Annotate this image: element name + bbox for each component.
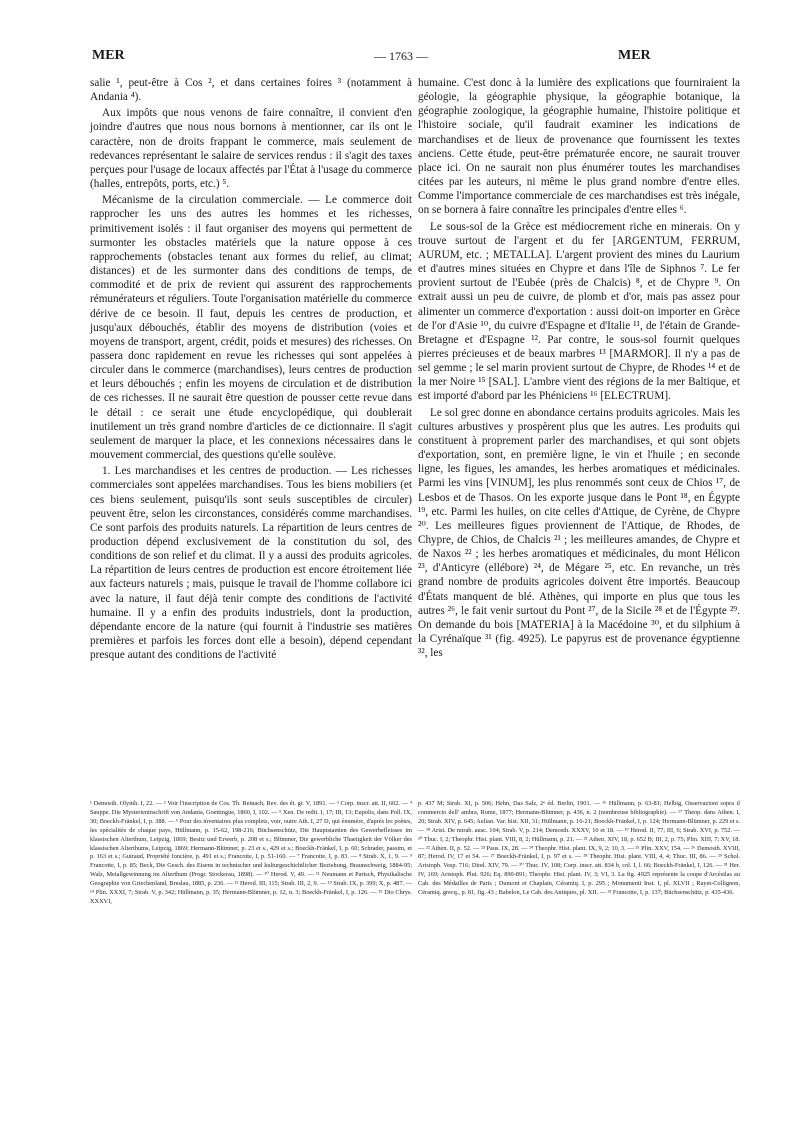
- paragraph: Le sol grec donne en abondance certains produits agricoles. Mais les cultures arbustives y prospèrent plus que les autres. Les produits qui constituent à proprement parler des marchandises, et qui sont objets d'exportation, sont, en première ligne, le vin et l'huile ; en seconde ligne, les figues, les amandes, les herbes aromatiques et médicinales. Parmi les vins [VINUM], les plus renommés sont ceux de Chios ¹⁷, de Lesbos et de Thasos. On les exporte jusque dans le Pont ¹⁸, en Égypte ¹⁹, etc. Parmi les huiles, on cite celles d'Attique, de Cyrène, de Chypre ²⁰. Les meilleures figues proviennent de l'Attique, de Rhodes, de Chypre, de Chios, de Chalcis ²¹ ; les meilleures amandes, de Chypre et de Naxos ²² ; les herbes aromatiques et médicinales, du mont Hélicon ²³, d'Anticyre (ellébore) ²⁴, de Mégare ²⁵, etc. En revanche, un très grand nombre de produits agricoles doivent être importés. Beaucoup d'États manquent de blé. Athènes, qui importe en plus que tous les autres ²⁶, le fait venir surtout du Pont ²⁷, de la Sicile ²⁸ et de l'Égypte ²⁹. On demande du bois [MATERIA] à la Macédoine ³⁰, et du silphium à la Cyrénaïque ³¹ (fig. 4925). Le papyrus est de provenance égyptienne ³², les: [418, 406, 740, 660]
- left-column: [90, 76, 412, 662]
- paragraph: salie ¹, peut-être à Cos ², et dans certaines foires ³ (notamment à Andania ⁴).: [90, 77, 412, 104]
- footnotes-left: [90, 800, 412, 907]
- footnotes-right: [418, 800, 740, 898]
- paragraph: Aux impôts que nous venons de faire connaître, il convient d'en joindre d'autres que nous nous bornons à mentionner, car ils ont le caractère, non de droits frappant le commerce, mais seulement de redevances représentant le salaire de services rendus : il s'agit des taxes perçues pour l'usage de locaux affectés par l'État à l'usage du commerce (halles, entrepôts, ports, etc.) ⁵.: [90, 107, 412, 191]
- right-column: [418, 76, 740, 660]
- footnote-text: ¹ Demosth. Olynth. I, 22. — ² Voir l'inscription de Cos. Th. Reinach, Rev. des ét. gr. V, 1891. — ³ Corp. inscr. att. II, 602. — ⁴ Sauppe. Die Mysterieninschrift von Andania, Goettingue, 1860, I, 102. — ⁵ Xen. De redit. I, 17; III, 13; Eupolis, dans Poll. IX, 30; Boeckh-Fränkel, I, p. 388. — ⁶ Pour des inventaires plus complets, voir, outre Ath. I, 27 D, qui énumère, d'après les poètes, les spécialités de chaque pays, Hüllmann, p. 15-62, 198-216; Büchsenschütz, Die Hauptstaetten des Gewerbefleisses im klassischen Alterthum, Leipzig, 1869; Besitz und Erwerb, p. 208 et s.; Blümner, Die gewerbliche Thaetigkeit der Völker des klassischen Alterthums, Leipzig, 1869; Hermann-Blümner, p. 23 et s., 429 et s.; Boeckh-Fränkel, I, p. 60; Schrader, passim, et p. 163 et s.; Guiraud, Propriété foncière, p. 491 et s.; Francotte, I, p. 51-160. — ⁷ Francotte, I, p. 83. — ⁸ Strab. X, 1, 9. — ⁹ Francotte, I, p. 85; Beck, Die Gesch. des Eisens in technischer und kulturgeschichtlicher Beziehung, Braunschweig, 1884-95; Walz, Metallgewinnung im Alterthum (Progr. Stockerau, 1898). — ¹⁰ Herod. V, 49. — ¹¹ Neumann et Partsch, Physikalische Geographie von Griechenland, Breslau, 1885, p. 236. — ¹² Herod. III, 115; Strab. III, 2, 9. — ¹³ Strab. IX, p. 399; X, p. 487. — ¹⁴ Plin. XXXI, 7; Strab. V, p. 342; Hüllmann, p. 35; Hermann-Blümner, p. 12, n. 3; Boeckh-Fränkel, I, p. 126. — ¹⁵ Dio Chrys. XXXVI,: [90, 800, 412, 905]
- footnote-text: p. 437 M; Strab. XI, p. 506; Hehn, Das Salz, 2ᵉ éd. Berlin, 1901. — ¹⁶ Hüllmann, p. 63-81; Helbig, Osservazioni sopra il commercio dell' ambra, Rome, 1877; Hermann-Blümner, p. 436, n. 2 (nombreuse bibliographie). — ¹⁷ Theop. dans Athen. I, 20; Strab. XIV, p. 645; Aelian. Var. hist. XII, 31; Hüllmann, p. 16-21; Boeckh-Fränkel, I, p. 124; Hermann-Blümner, p. 229 et s. — ¹⁸ Arist. De mirab. ausc. 104; Strab. V, p. 214; Demosth. XXXV, 10 et 18. — ¹⁹ Herod. II, 77; III, 6; Strab. XVI, p. 752. — ²⁰ Thuc. I, 2; Theophr. Hist. plant. VIII, 8, 2; Hüllmann, p. 21. — ²¹ Athen. XIV, 18, p. 652 B; III, 2, p. 75; Plin. XIII, 7; XV, 18. — ²² Athen. II, p. 52. — ²³ Paus. IX, 28. — ²⁴ Theophr. Hist. plant. IX, 9, 2; 10, 3. — ²⁵ Plin. XXV, 154. — ²⁶ Demosth. XVIII, 87; Herod. IV, 17 et 54. — ²⁷ Boeckh-Fränkel, I, p. 97 et s. — ²⁸ Theophr. Hist. plant. VIII, 4, 4; Thuc. III, 86. — ²⁹ Schol. Aristoph. Vesp. 716; Diod. XIV, 79. — ³⁰ Thuc. IV, 108; Corp. inscr. att. 834 b, col. I, l. 66; Boeckh-Fränkel, I, 126. — ³¹ Her. IV, 169; Aristoph. Plut. 926; Eq. 890-891; Theophr. Hist. plant. IV, 3; VI, 3. La fig. 4925 représente la coupe d'Arcésilas au Cab. des Médailles de Paris ; Dumont et Chaplain, Céramiq. I, p. 295 ; Monumenti Inst. I, pl. XLVII ; Rayet-Collignon, Céramiq. grecq., p. 81, fig. 43 ; Babelon, Le Cab. des Antiques, pl. XII. — ³² Francotte, I, p. 137; Büchsenschütz, p. 435-436.: [418, 800, 741, 897]
- paragraph: humaine. C'est donc à la lumière des explications que fourniraient la géologie, la géographie physique, la géographie botanique, la géographie zoologique, la géographie humaine, l'histoire politique et l'histoire sociale, qu'il faudrait examiner les indications de marchandises et de lieux de provenance que fournissent les textes anciens. Cette étude, peut-être prématurée encore, ne saurait trouver place ici. On ne saurait non plus énumérer toutes les marchandises citées par les auteurs, ni même le plus grand nombre d'entre elles. Comme l'importance commerciale de ces marchandises est très inégale, on se bornera à faire connaître les principales d'entre elles ⁶.: [418, 77, 740, 217]
- paragraph: Mécanisme de la circulation commerciale. — Le commerce doit rapprocher les uns des autres les hommes et les richesses, primitivement isolés : il faut organiser des moyens qui permettent de surmonter les obstacles matériels que la nature oppose à ces rapprochements (obstacles tenant aux formes du relief, au climat; distances) et de les surmonter dans des conditions de temps, de commodité et de prix de revient qui assurent des rapprochements rémunérateurs et réguliers. Toute l'organisation matérielle du commerce dérive de ce besoin. Il faut, depuis les centres de production, et jusqu'aux débouchés, établir des moyens de distribution (voies et moyens de transport, argent, crédit, poids et mesures) des richesses. On passera donc rapidement en revue les richesses qui sont appelées à circuler dans le commerce (marchandises), leurs centres de production et leurs débouchés ; enfin les moyens de circulation et de distribution de ces richesses. Il ne saurait être question de pousser cette revue dans le détail : ce serait une étude encyclopédique, qui doublerait inutilement un très grand nombre d'articles de ce dictionnaire. Il s'agit seulement de marquer la place, et les connexions nécessaires dans le mouvement commercial, des questions qu'elle soulève.: [90, 194, 412, 462]
- running-header: [0, 48, 800, 70]
- left-running-title: MER: [92, 48, 125, 63]
- paragraph: Le sous-sol de la Grèce est médiocrement riche en minerais. On y trouve surtout de l'argent et du fer [ARGENTUM, FERRUM, AURUM, etc. ; METALLA]. L'argent provient des mines du Laurium et d'autres mines situées en Chypre et dans l'île de Siphnos ⁷. Le fer provient surtout de l'Eubée (près de Chalcis) ⁸, et de Chypre ⁹. On extrait aussi un peu de cuivre, de plomb et d'or, mais pas assez pour alimenter un commerce d'exportation : aussi doit-on importer en Grèce de l'or d'Asie ¹⁰, du cuivre d'Espagne et d'Italie ¹¹, de l'étain de Grande-Bretagne et d'Espagne ¹². Par contre, le sous-sol fournit quelques pierres précieuses et de beaux marbres ¹³ [MARMOR]. Il n'y a pas de sel gemme ; le sel marin provient surtout de Chypre, de Rhodes ¹⁴ et de la mer Noire ¹⁵ [SAL]. L'ambre vient des régions de la mer Baltique, et est importé d'abord par les Phéniciens ¹⁶ [ELECTRUM].: [418, 220, 740, 403]
- paragraph: 1. Les marchandises et les centres de production. — Les richesses commerciales sont appelées marchandises. Tous les biens mobiliers (et ces biens seulement, puisqu'ils sont seuls susceptibles de circuler) peuvent être, selon les circonstances, considérés comme marchandises. Ce sont parfois des produits naturels. La répartition de leurs centres de production dépend exclusivement de la constitution du sol, des conditions de son relief et du climat. Il y a aussi des produits agricoles. La répartition de leurs centres de production est encore étroitement liée aux facteurs naturels ; mais, puisque le travail de l'homme collabore ici avec la nature, il faut déjà tenir compte des conditions de l'activité humaine. Il y a enfin des produits industriels, dont la production, dépendante encore de la nature (qui fournit à l'industrie ses matières premières et parfois les forces dont elle a besoin), dépend cependant presque autant des conditions de l'activité: [90, 465, 412, 662]
- right-running-title: MER: [618, 48, 651, 63]
- page-number: — 1763 —: [374, 49, 428, 63]
